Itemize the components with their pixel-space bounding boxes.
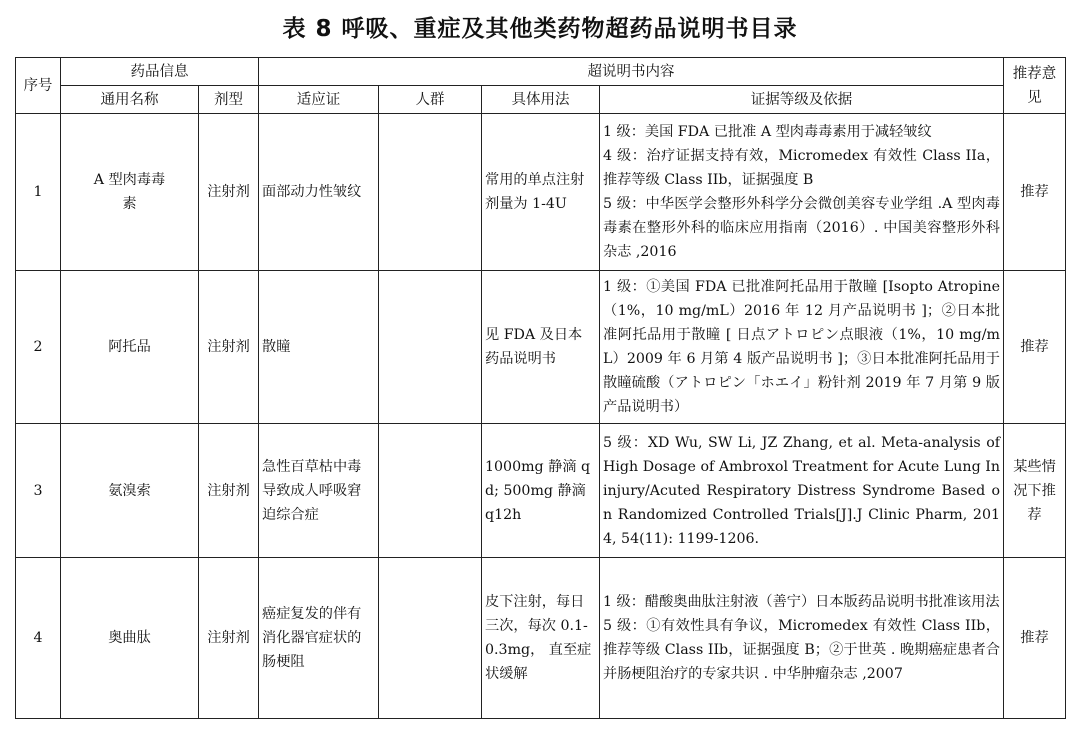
table-title: 表 8 呼吸、重症及其他类药物超药品说明书目录 (282, 16, 798, 42)
header-evidence: 证据等级及依据 (600, 86, 1004, 114)
cell-evidence (600, 271, 1004, 424)
cell-indication: 癌症复发的伴有消化器官症状的肠梗阻 (259, 558, 379, 719)
cell-indication: 散瞳 (259, 271, 379, 424)
cell-indication: 面部动力性皱纹 (259, 114, 379, 271)
header-dosage-form: 剂型 (199, 86, 259, 114)
cell-usage: 皮下注射，每日三次，每次 0.1-0.3mg， 直至症状缓解 (482, 558, 600, 719)
header-recommendation: 推荐意见 (1004, 58, 1066, 114)
evidence-line: 4 级：治疗证据支持有效，Micromedex 有效性 Class IIa，推荐等级 Class IIb，证据强度 B (603, 148, 1000, 188)
cell-indication: 急性百草枯中毒导致成人呼吸窘迫综合症 (259, 424, 379, 558)
cell-dosage-form: 注射剂 (199, 114, 259, 271)
evidence-line: 1 级：①美国 FDA 已批准阿托品用于散瞳 [Isopto Atropine（1%，10 mg/mL）2016 年 12 月产品说明书 ]；②日本批准阿托品用于散瞳 [ 日点アトロピン点眼液（1%，10 mg/mL）2009 年 6 月第 4 版产品说明书 ]；③日本批准阿托品用于散瞳硫酸（アトロピン「ホエイ」粉针剂 2019 年 7 月第 9 版产品说明书） (603, 279, 1000, 415)
cell-seq: 2 (16, 271, 61, 424)
header-usage: 具体用法 (482, 86, 600, 114)
off-label-drug-table (15, 57, 1066, 719)
header-generic-name: 通用名称 (61, 86, 199, 114)
evidence-line: 1 级：美国 FDA 已批准 A 型肉毒毒素用于减轻皱纹 (603, 124, 932, 140)
cell-usage: 1000mg 静滴 qd; 500mg 静滴 q12h (482, 424, 600, 558)
table-row (16, 558, 1066, 719)
cell-recommendation: 推荐 (1004, 271, 1066, 424)
cell-recommendation: 推荐 (1004, 558, 1066, 719)
cell-usage: 常用的单点注射剂量为 1-4U (482, 114, 600, 271)
table-row (16, 271, 1066, 424)
evidence-line: 5 级：XD Wu, SW Li, JZ Zhang, et al. Meta-analysis of High Dosage of Ambroxol Treatment for Acute Lung In injury/Acuted Respiratory Distress Syndrome Based on Randomized Controlled Trials[J].J Clinic Pharm, 2014, 54(11): 1199-1206. (603, 434, 1000, 547)
cell-generic-name: A 型肉毒毒素 (61, 114, 199, 271)
cell-seq: 3 (16, 424, 61, 558)
cell-population (379, 424, 482, 558)
cell-population (379, 558, 482, 719)
cell-evidence (600, 424, 1004, 558)
cell-dosage-form: 注射剂 (199, 558, 259, 719)
header-seq: 序号 (16, 58, 61, 114)
cell-seq: 4 (16, 558, 61, 719)
cell-dosage-form: 注射剂 (199, 424, 259, 558)
evidence-line: 5 级：①有效性具有争议，Micromedex 有效性 Class IIb，推荐等级 Class IIb，证据强度 B；②于世英 . 晚期癌症患者合并肠梗阻治疗的专家共识 . 中华肿瘤杂志 ,2007 (603, 618, 1000, 682)
cell-usage: 见 FDA 及日本药品说明书 (482, 271, 600, 424)
cell-evidence (600, 558, 1004, 719)
evidence-line: 1 级：醋酸奥曲肽注射液（善宁）日本版药品说明书批准该用法 (603, 594, 1000, 610)
cell-recommendation: 推荐 (1004, 114, 1066, 271)
evidence-line: 5 级：中华医学会整形外科学分会微创美容专业学组 .A 型肉毒毒素在整形外科的临床应用指南（2016）. 中国美容整形外科杂志 ,2016 (603, 196, 1000, 260)
table-row (16, 424, 1066, 558)
cell-seq: 1 (16, 114, 61, 271)
cell-population (379, 114, 482, 271)
cell-generic-name: 氨溴索 (61, 424, 199, 558)
header-drug-info: 药品信息 (61, 58, 259, 86)
header-off-label-content: 超说明书内容 (259, 58, 1004, 86)
cell-dosage-form: 注射剂 (199, 271, 259, 424)
header-indication: 适应证 (259, 86, 379, 114)
cell-population (379, 271, 482, 424)
header-population: 人群 (379, 86, 482, 114)
cell-generic-name: 奥曲肽 (61, 558, 199, 719)
cell-recommendation: 某些情况下推荐 (1004, 424, 1066, 558)
cell-evidence (600, 114, 1004, 271)
cell-generic-name: 阿托品 (61, 271, 199, 424)
table-row (16, 114, 1066, 271)
